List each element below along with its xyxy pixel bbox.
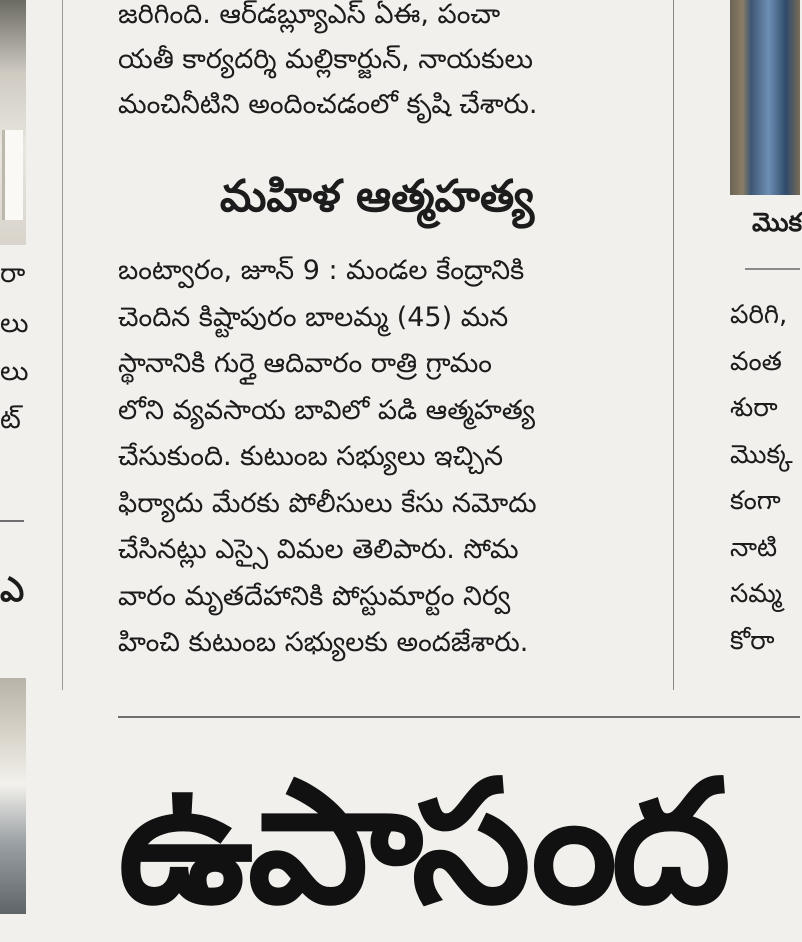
- right-text-fragment: కంగా: [730, 486, 781, 516]
- right-text-fragment: మొక్క: [730, 440, 793, 470]
- paragraph-line: జరిగింది. ఆర్‌డబ్ల్యూఎస్‌ ఏఈ, పంచా: [118, 0, 501, 30]
- article-line: హించి కుటుంబ సభ్యులకు అందజేశారు.: [118, 627, 529, 658]
- left-divider: [0, 520, 24, 522]
- left-photo-bottom: [0, 678, 26, 914]
- left-photo: [0, 0, 26, 245]
- left-text-fragment: రా: [0, 258, 26, 289]
- right-text-fragment: సమ్మ: [730, 579, 782, 609]
- photo-caption: మొక: [752, 208, 802, 238]
- left-headline-fragment: ఎ: [0, 570, 25, 610]
- left-text-fragment: ట్: [0, 404, 21, 435]
- article-line: లోని వ్యవసాయ బావిలో పడి ఆత్మహత్య: [118, 394, 536, 426]
- article-line: చేసినట్లు ఎస్సై విమల తెలిపారు. సోమ: [118, 534, 519, 565]
- right-text-fragment: నాటి: [730, 533, 778, 563]
- column-divider-left: [62, 0, 63, 690]
- article-line: స్థానానికి గుర్తై ఆదివారం రాత్రి గ్రామం: [118, 348, 492, 379]
- section-masthead: ఉపాసంద: [118, 744, 726, 942]
- right-text-fragment: వంత: [730, 347, 782, 377]
- article-headline: మహిళ ఆత్మహత్య: [219, 171, 535, 222]
- article-line: చెందిన కిష్టాపురం బాలమ్మ (45) మన: [118, 301, 509, 333]
- article-line: బంట్వారం, జూన్‌ 9 : మండల కేంద్రానికి: [118, 255, 525, 286]
- right-text-fragment: కోరా: [730, 626, 775, 656]
- right-divider: [745, 268, 800, 270]
- article-line: చేసుకుంది. కుటుంబ సభ్యులు ఇచ్చిన: [118, 441, 504, 472]
- paragraph-line: యతీ కార్యదర్శి మల్లికార్జున్‌, నాయకులు: [118, 44, 534, 75]
- left-text-fragment: లు: [0, 308, 29, 339]
- article-line: వారం మృతదేహానికి పోస్టుమార్టం నిర్వ: [118, 580, 511, 612]
- article-body: [118, 248, 636, 667]
- right-photo: [730, 0, 800, 195]
- right-text-fragment: పరిగి,: [730, 300, 788, 330]
- paragraph-line: మంచినీటిని అందించడంలో కృషి చేశారు.: [118, 89, 538, 120]
- column-divider-right: [673, 0, 674, 690]
- article-line: ఫిర్యాదు మేరకు పోలీసులు కేసు నమోదు: [118, 487, 537, 519]
- right-text-fragment: శురా: [730, 393, 778, 423]
- section-divider: [118, 716, 800, 718]
- left-text-fragment: లు: [0, 356, 29, 387]
- top-paragraph: [118, 0, 636, 127]
